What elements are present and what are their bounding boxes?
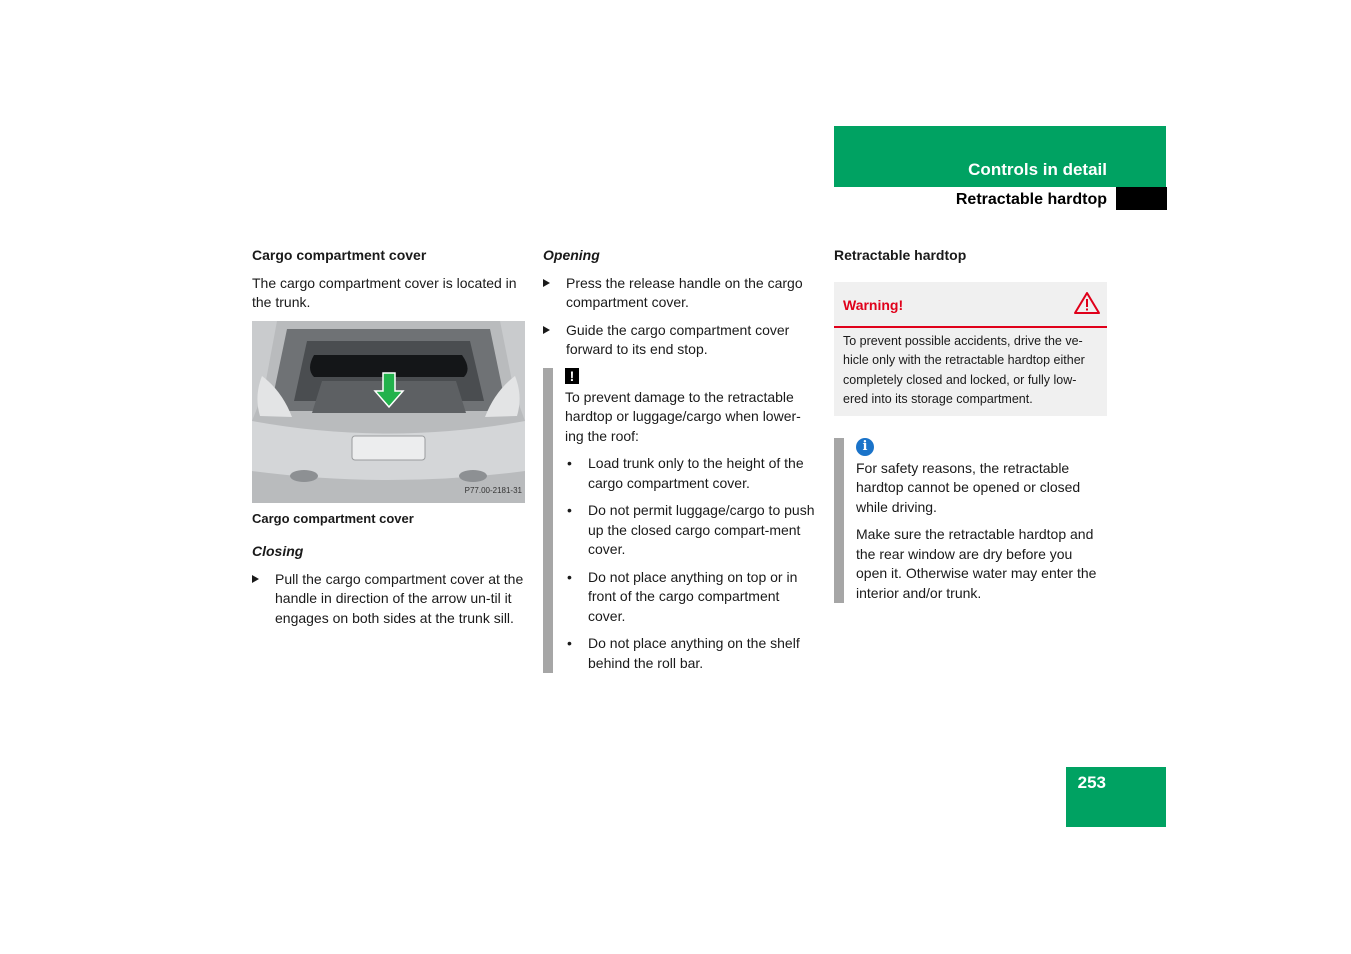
cargo-cover-heading: Cargo compartment cover bbox=[252, 247, 427, 263]
step-arrow-icon bbox=[543, 326, 550, 334]
damage-notice bbox=[543, 368, 818, 674]
warning-triangle-icon bbox=[1073, 291, 1101, 315]
opening-step: Guide the cargo compartment cover forward to its end stop. bbox=[543, 321, 818, 360]
photo-caption: Cargo compartment cover bbox=[252, 510, 414, 526]
opening-heading: Opening bbox=[543, 247, 600, 263]
cargo-compartment-photo bbox=[252, 321, 525, 503]
notice-bullet: • Do not place anything on the shelf behind the roll bar. bbox=[567, 635, 800, 671]
trunk-illustration bbox=[252, 321, 525, 503]
exclamation-icon: ! bbox=[565, 368, 579, 384]
hardtop-heading: Retractable hardtop bbox=[834, 247, 967, 263]
warning-box bbox=[834, 282, 1107, 416]
warning-title: Warning! bbox=[843, 296, 904, 313]
column-cargo-cover bbox=[252, 246, 527, 636]
bullet-dot-icon: • bbox=[567, 635, 572, 651]
chapter-title: Controls in detail bbox=[968, 160, 1107, 179]
bullet-dot-icon: • bbox=[567, 568, 572, 585]
section-title: Retractable hardtop bbox=[955, 191, 1107, 208]
column-hardtop bbox=[834, 246, 1107, 607]
notice-intro: To prevent damage to the retractable hardtop or luggage/cargo when lower-ing the roof: bbox=[565, 388, 801, 444]
info-bar bbox=[834, 438, 844, 604]
info-paragraph: For safety reasons, the retractable hardtop cannot be opened or closed while driving. bbox=[856, 459, 1081, 515]
notice-bullet: • Load trunk only to the height of the cargo compartment cover. bbox=[567, 455, 804, 491]
notice-bar bbox=[543, 368, 553, 674]
column-opening bbox=[543, 246, 818, 677]
step-arrow-icon bbox=[543, 279, 550, 287]
info-icon: i bbox=[856, 438, 874, 456]
info-notice bbox=[834, 438, 1107, 604]
opening-step: Press the release handle on the cargo compartment cover. bbox=[543, 274, 818, 313]
notice-bullet: • Do not permit luggage/cargo to push up the closed cargo compart-ment cover. bbox=[567, 502, 815, 557]
page-number: 253 bbox=[1077, 773, 1106, 792]
photo-code: P77.00-2181-31 bbox=[464, 486, 522, 495]
section-tab-marker bbox=[1116, 187, 1167, 210]
notice-bullet: • Do not place anything on top or in front of the cargo compartment cover. bbox=[567, 568, 798, 624]
cargo-cover-intro: The cargo compartment cover is located in the trunk. bbox=[252, 274, 517, 310]
warning-text: To prevent possible accidents, drive the ve-hicle only with the retractable hardtop either completely closed and locked, or fully low-ered into its storage compartment. bbox=[843, 333, 1085, 406]
closing-heading: Closing bbox=[252, 543, 304, 559]
bullet-dot-icon: • bbox=[567, 502, 572, 518]
warning-header bbox=[834, 282, 1107, 328]
info-paragraph: Make sure the retractable hardtop and the rear window are dry before you open it. Otherwise water may enter the interior and/or trunk. bbox=[856, 526, 1097, 601]
step-arrow-icon bbox=[252, 575, 259, 583]
bullet-dot-icon: • bbox=[567, 455, 572, 471]
closing-step: Pull the cargo compartment cover at the handle in direction of the arrow un-til it engages on both sides at the trunk sill. bbox=[252, 570, 527, 629]
